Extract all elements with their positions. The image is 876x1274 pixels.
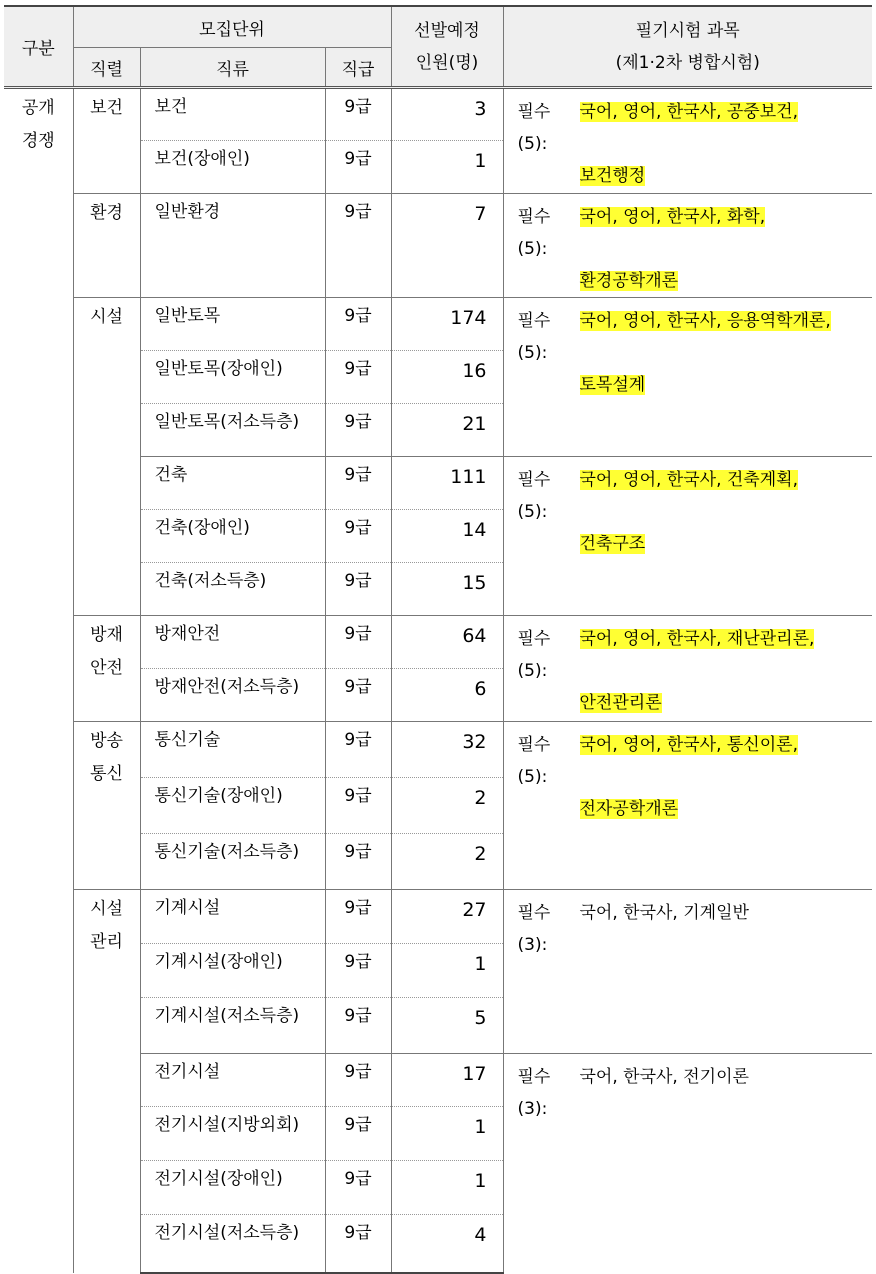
header-subject (503, 6, 872, 88)
grade-cell: 9급 (325, 669, 391, 722)
header-subject-line1: 필기시험 과목 (635, 20, 740, 41)
count-cell: 111 (391, 457, 503, 510)
table-row (4, 298, 872, 351)
grade-cell: 9급 (325, 1054, 391, 1107)
class-cell: 기계시설 (140, 890, 325, 944)
header-count (391, 6, 503, 88)
subject-cell (503, 194, 872, 298)
grade-cell: 9급 (325, 404, 391, 457)
grade-cell: 9급 (325, 998, 391, 1054)
subject-label: 필수(3): (517, 1067, 551, 1119)
subject-items: 국어, 영어, 한국사, 재난관리론, (579, 629, 815, 649)
subject-cell (503, 722, 872, 890)
table-row (4, 722, 872, 778)
subject-cell (503, 616, 872, 722)
table-row (4, 88, 872, 141)
header-gubun: 구분 (4, 6, 73, 88)
category-cell (4, 88, 73, 1273)
subject-cell (503, 890, 872, 1054)
series-line1: 환경 (90, 203, 123, 223)
grade-cell: 9급 (325, 834, 391, 890)
grade-cell: 9급 (325, 1107, 391, 1161)
count-cell: 1 (391, 944, 503, 998)
grade-cell: 9급 (325, 141, 391, 194)
count-cell: 1 (391, 141, 503, 194)
subject-items: 국어, 영어, 한국사, 건축계획, (579, 470, 798, 490)
class-cell: 기계시설(저소득층) (140, 998, 325, 1054)
count-cell: 5 (391, 998, 503, 1054)
subject-cell (503, 298, 872, 457)
class-cell: 통신기술(장애인) (140, 778, 325, 834)
grade-cell: 9급 (325, 351, 391, 404)
count-cell: 15 (391, 563, 503, 616)
grade-cell: 9급 (325, 194, 391, 298)
subject-cell (503, 1054, 872, 1273)
grade-cell: 9급 (325, 722, 391, 778)
subject-label: 필수(5): (517, 102, 551, 154)
grade-cell: 9급 (325, 457, 391, 510)
grade-cell: 9급 (325, 616, 391, 669)
header-subject-line2: (제1·2차 병합시험) (615, 52, 760, 73)
count-cell: 27 (391, 890, 503, 944)
grade-cell: 9급 (325, 890, 391, 944)
class-cell: 전기시설(장애인) (140, 1161, 325, 1215)
class-cell: 전기시설(저소득층) (140, 1215, 325, 1273)
subject-label: 필수(5): (517, 311, 551, 363)
count-cell: 14 (391, 510, 503, 563)
series-line1: 방재 (90, 625, 123, 645)
class-cell: 일반토목 (140, 298, 325, 351)
count-cell: 7 (391, 194, 503, 298)
table-row (4, 616, 872, 669)
series-line1: 시설 (90, 899, 123, 919)
subject-items-cont: 안전관리론 (579, 693, 662, 713)
class-cell: 건축 (140, 457, 325, 510)
subject-items: 국어, 영어, 한국사, 화학, (579, 207, 766, 227)
category-line2: 경쟁 (21, 131, 55, 151)
class-cell: 건축(저소득층) (140, 563, 325, 616)
subject-items: 국어, 영어, 한국사, 응용역학개론, (579, 311, 831, 331)
header-recruit-unit: 모집단위 (73, 6, 391, 48)
recruitment-table (4, 5, 872, 1274)
count-cell: 2 (391, 778, 503, 834)
subject-items-cont: 보건행정 (579, 166, 646, 186)
class-cell: 일반환경 (140, 194, 325, 298)
grade-cell: 9급 (325, 944, 391, 998)
series-line1: 시설 (90, 307, 123, 327)
series-cell (73, 722, 140, 890)
category-line1: 공개 (21, 98, 55, 118)
grade-cell: 9급 (325, 778, 391, 834)
class-cell: 보건(장애인) (140, 141, 325, 194)
subject-label: 필수(5): (517, 629, 551, 681)
grade-cell: 9급 (325, 88, 391, 141)
subject-label: 필수(3): (517, 903, 551, 955)
class-cell: 전기시설 (140, 1054, 325, 1107)
subject-label: 필수(5): (517, 207, 551, 259)
header-count-line2: 인원(명) (415, 52, 479, 73)
class-cell: 방재안전 (140, 616, 325, 669)
series-cell (73, 616, 140, 722)
class-cell: 기계시설(장애인) (140, 944, 325, 998)
header-grade: 직급 (325, 48, 391, 88)
count-cell: 17 (391, 1054, 503, 1107)
class-cell: 건축(장애인) (140, 510, 325, 563)
series-line2: 안전 (90, 658, 123, 678)
header-count-line1: 선발예정 (414, 20, 480, 41)
grade-cell: 9급 (325, 1215, 391, 1273)
class-cell: 전기시설(지방외회) (140, 1107, 325, 1161)
class-cell: 통신기술 (140, 722, 325, 778)
grade-cell: 9급 (325, 298, 391, 351)
subject-cell (503, 88, 872, 194)
header-class: 직류 (140, 48, 325, 88)
count-cell: 1 (391, 1107, 503, 1161)
subject-items-cont: 전자공학개론 (579, 799, 679, 819)
count-cell: 21 (391, 404, 503, 457)
class-cell: 일반토목(장애인) (140, 351, 325, 404)
header-series: 직렬 (73, 48, 140, 88)
count-cell: 174 (391, 298, 503, 351)
subject-label: 필수(5): (517, 735, 551, 787)
subject-items: 국어, 한국사, 전기이론 (579, 1067, 749, 1087)
series-cell (73, 890, 140, 1273)
subject-cell (503, 457, 872, 616)
subject-items-cont: 건축구조 (579, 534, 646, 554)
count-cell: 1 (391, 1161, 503, 1215)
series-line1: 방송 (90, 731, 123, 751)
series-cell (73, 88, 140, 194)
table-row (4, 194, 872, 298)
count-cell: 64 (391, 616, 503, 669)
series-line1: 보건 (90, 98, 123, 118)
series-cell (73, 194, 140, 298)
series-line2: 통신 (90, 764, 123, 784)
subject-items: 국어, 한국사, 기계일반 (579, 903, 749, 923)
subject-label: 필수(5): (517, 470, 551, 522)
series-cell (73, 298, 140, 616)
count-cell: 32 (391, 722, 503, 778)
subject-items: 국어, 영어, 한국사, 공중보건, (579, 102, 798, 122)
class-cell: 보건 (140, 88, 325, 141)
subject-items-cont: 토목설계 (579, 375, 646, 395)
class-cell: 방재안전(저소득층) (140, 669, 325, 722)
subject-items-cont: 환경공학개론 (579, 271, 679, 291)
count-cell: 2 (391, 834, 503, 890)
subject-items: 국어, 영어, 한국사, 통신이론, (579, 735, 798, 755)
count-cell: 4 (391, 1215, 503, 1273)
series-line2: 관리 (90, 932, 123, 952)
class-cell: 일반토목(저소득층) (140, 404, 325, 457)
table-row (4, 890, 872, 944)
grade-cell: 9급 (325, 510, 391, 563)
grade-cell: 9급 (325, 563, 391, 616)
count-cell: 3 (391, 88, 503, 141)
count-cell: 16 (391, 351, 503, 404)
count-cell: 6 (391, 669, 503, 722)
class-cell: 통신기술(저소득층) (140, 834, 325, 890)
grade-cell: 9급 (325, 1161, 391, 1215)
